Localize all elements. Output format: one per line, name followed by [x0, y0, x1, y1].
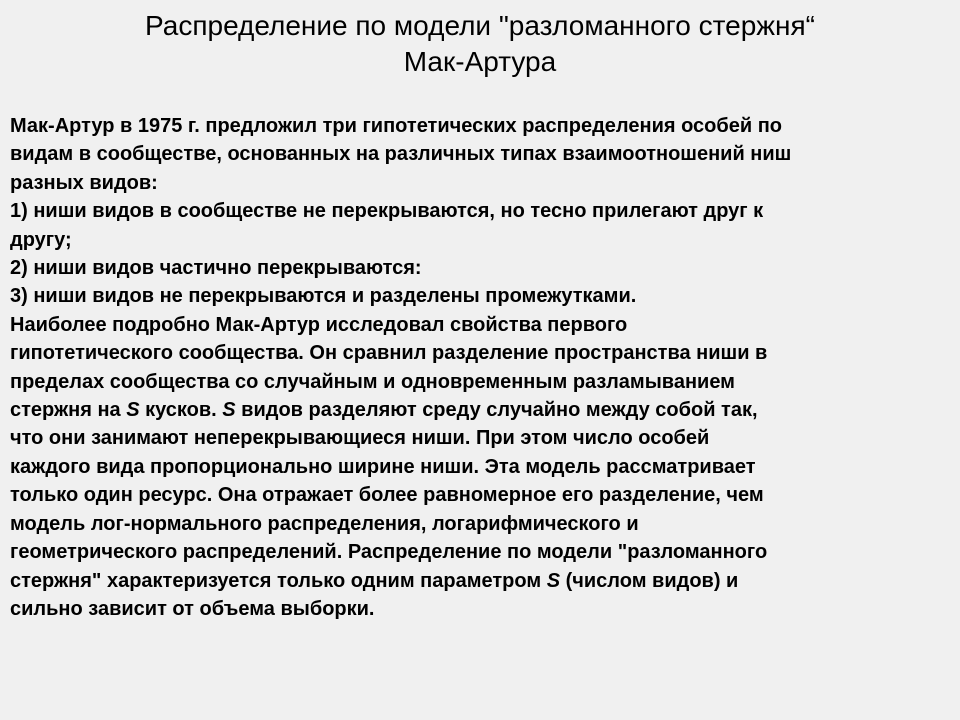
- body-line: Наиболее подробно Мак-Артур исследовал свойства первого: [10, 313, 628, 336]
- body-line: 3) ниши видов не перекрываются и разделены промежутками.: [10, 285, 637, 308]
- body-line: другу;: [10, 228, 72, 251]
- body-line: видам в сообществе, основанных на различных типах взаимоотношений ниш: [10, 143, 792, 166]
- body-line: 1) ниши видов в сообществе не перекрываются, но тесно прилегают друг к: [10, 200, 764, 223]
- slide-title-line-1: Распределение по модели "разломанного стержня“: [145, 10, 815, 41]
- body-line: модель лог-нормального распределения, логарифмического и: [10, 512, 639, 535]
- body-line: стержня" характеризуется только одним параметром S (числом видов) и: [10, 569, 739, 592]
- body-line: Мак-Артур в 1975 г. предложил три гипотетических распределения особей по: [10, 115, 783, 137]
- body-line: каждого вида пропорционально ширине ниши. Эта модель рассматривает: [10, 455, 756, 478]
- body-line: только один ресурс. Она отражает более равномерное его разделение, чем: [10, 484, 764, 507]
- body-line: гипотетического сообщества. Он сравнил разделение пространства ниши в: [10, 342, 768, 365]
- slide-title: [0, 8, 960, 80]
- italic-symbol: S: [222, 399, 236, 422]
- body-line: пределах сообщества со случайным и одновременным разламыванием: [10, 370, 735, 393]
- italic-symbol: S: [546, 569, 561, 592]
- italic-symbol: S: [126, 399, 140, 422]
- body-line: разных видов:: [10, 171, 158, 194]
- slide-body-text: [10, 112, 945, 623]
- slide-title-line-2: Мак-Артура: [403, 46, 557, 77]
- body-line: 2) ниши видов частично перекрываются:: [10, 257, 422, 280]
- body-line: сильно зависит от объема выборки.: [10, 597, 375, 620]
- body-line: геометрического распределений. Распределение по модели "разломанного: [10, 541, 768, 564]
- body-line: что они занимают неперекрывающиеся ниши. При этом число особей: [10, 427, 710, 450]
- body-line: стержня на S кусков. S видов разделяют среду случайно между собой так,: [10, 399, 758, 422]
